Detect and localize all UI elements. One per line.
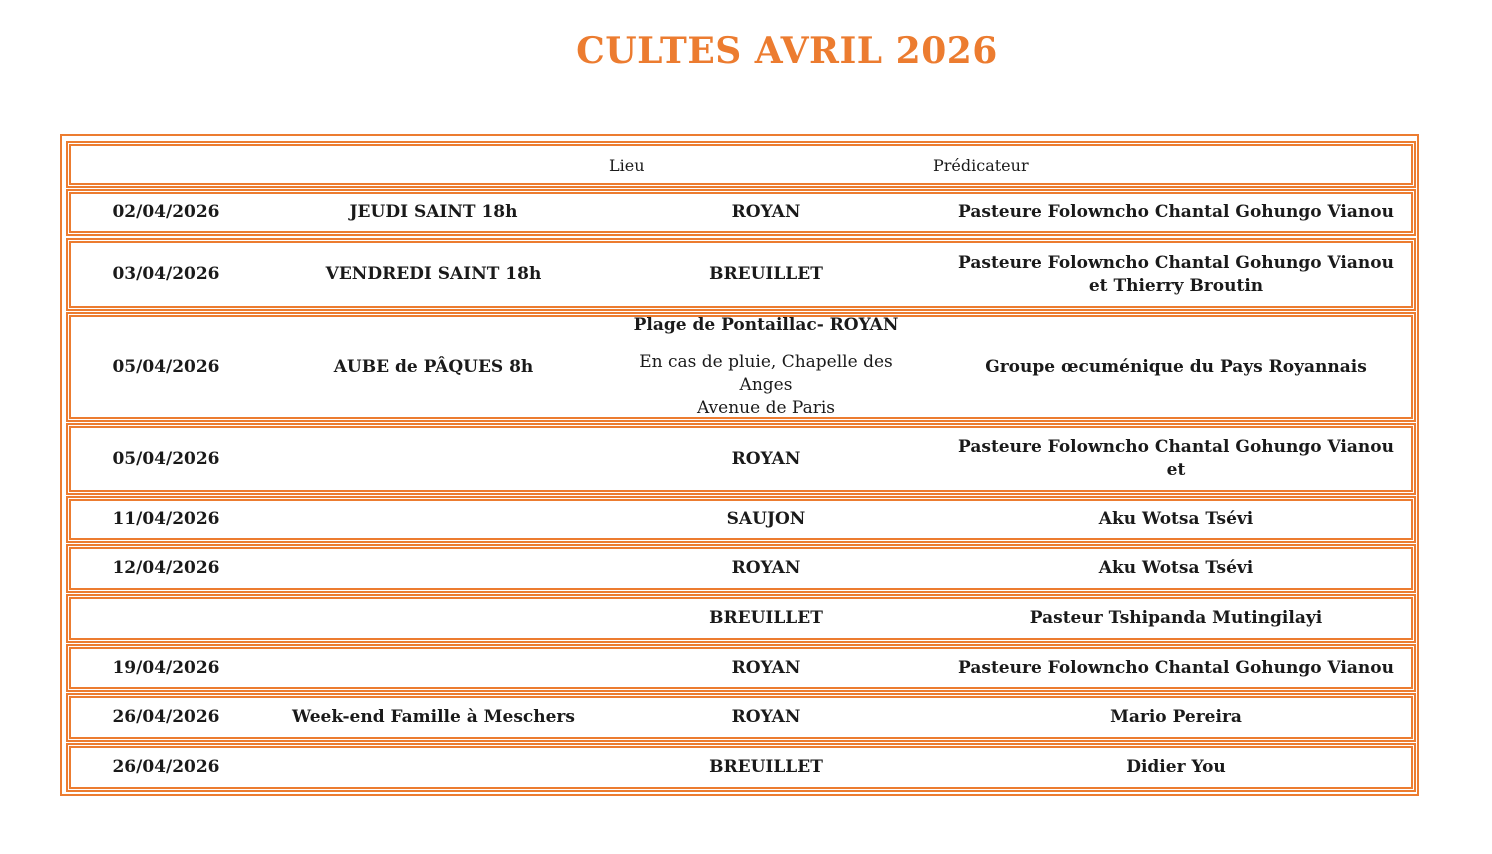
table-row [66, 238, 1416, 311]
lieu-main: Plage de Pontaillac- ROYAN [633, 315, 899, 335]
row-lieu: SAUJON [726, 509, 806, 529]
lieu-note: En cas de pluie, Chapelle des Anges [639, 352, 893, 395]
lieu-note: Avenue de Paris [696, 398, 836, 418]
row-date [71, 599, 261, 638]
row-event [281, 549, 586, 588]
row-predicateur [936, 649, 1416, 687]
row-date: 05/04/2026 [112, 448, 220, 469]
row-predicateur [936, 428, 1416, 490]
row-event: JEUDI SAINT 18h [349, 202, 518, 222]
row-predicateur [936, 194, 1416, 231]
predicateur-line: et [1166, 460, 1186, 480]
row-lieu: ROYAN [731, 707, 801, 727]
row-predicateur [936, 317, 1416, 417]
row-date: 12/04/2026 [112, 558, 220, 578]
header-predicateur: Prédicateur [933, 156, 1029, 175]
table-row [66, 496, 1416, 543]
page-title: CULTES AVRIL 2026 [576, 30, 998, 72]
table-row [66, 693, 1416, 742]
row-predicateur [936, 549, 1416, 588]
table-row [66, 594, 1416, 643]
table-row [66, 189, 1416, 236]
row-lieu: BREUILLET [709, 757, 823, 777]
predicateur-line: Pasteure Folowncho Chantal Gohungo Vianou [958, 252, 1394, 273]
row-predicateur [936, 599, 1416, 638]
row-predicateur [936, 501, 1416, 538]
row-date: 26/04/2026 [112, 707, 220, 727]
predicateur-line: Pasteure Folowncho Chantal Gohungo Vianou [958, 437, 1394, 457]
predicateur-line: et Thierry Broutin [1088, 275, 1264, 296]
row-predicateur [936, 748, 1416, 787]
row-date: 26/04/2026 [112, 757, 220, 777]
row-lieu [611, 317, 921, 417]
predicateur-line: Pasteur Tshipanda Mutingilayi [1029, 608, 1323, 628]
predicateur-line: Pasteure Folowncho Chantal Gohungo Vianou [958, 657, 1394, 678]
row-event [281, 501, 586, 538]
table-row [66, 544, 1416, 593]
predicateur-line: Pasteure Folowncho Chantal Gohungo Vianou [958, 202, 1394, 222]
row-lieu: ROYAN [731, 657, 801, 678]
row-event [281, 599, 586, 638]
row-date: 05/04/2026 [112, 356, 220, 377]
table-header-row [66, 141, 1416, 188]
table-row [66, 423, 1416, 495]
row-lieu: ROYAN [731, 448, 801, 469]
predicateur-line: Aku Wotsa Tsévi [1098, 509, 1254, 529]
row-lieu: ROYAN [731, 558, 801, 578]
predicateur-line: Groupe œcuménique du Pays Royannais [985, 356, 1367, 377]
row-event: VENDREDI SAINT 18h [325, 264, 542, 284]
row-predicateur [936, 698, 1416, 737]
table-row [66, 743, 1416, 792]
row-date: 02/04/2026 [112, 202, 220, 222]
row-date: 11/04/2026 [112, 509, 220, 529]
predicateur-line: Didier You [1126, 757, 1226, 777]
row-event [281, 748, 586, 787]
header-lieu: Lieu [609, 156, 645, 175]
row-event [281, 428, 586, 490]
predicateur-line: Aku Wotsa Tsévi [1098, 558, 1254, 578]
row-lieu: BREUILLET [709, 608, 823, 628]
table-row [66, 644, 1416, 692]
row-lieu: BREUILLET [709, 264, 823, 284]
row-event: AUBE de PÂQUES 8h [333, 356, 534, 377]
predicateur-line: Mario Pereira [1110, 707, 1242, 727]
row-event [281, 649, 586, 687]
row-event: Week-end Famille à Meschers [292, 707, 575, 727]
row-date: 03/04/2026 [112, 264, 220, 284]
row-predicateur [936, 243, 1416, 306]
table-row [66, 312, 1416, 422]
row-date: 19/04/2026 [112, 657, 220, 678]
row-lieu: ROYAN [731, 202, 801, 222]
